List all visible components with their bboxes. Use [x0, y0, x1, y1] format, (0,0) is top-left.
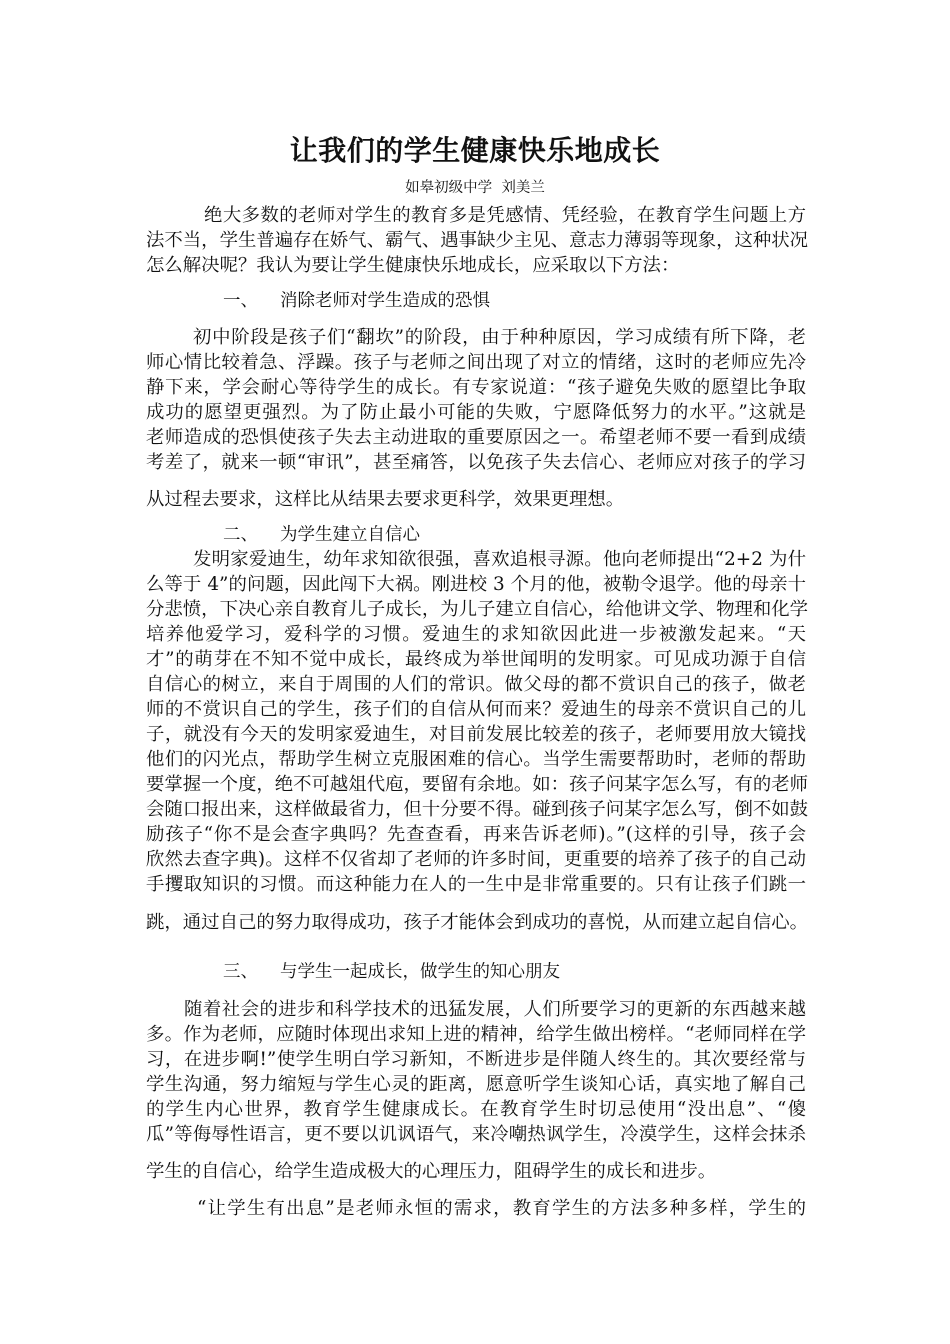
paragraph-line: 他们的闪光点，帮助学生树立克服困难的信心。当学生需要帮助时，老师的帮助	[146, 749, 806, 770]
paragraph-line: 考差了，就来一顿“审讯”，甚至痛答，以免孩子失去信心、老师应对孩子的学习	[146, 452, 806, 473]
closing-line: “让学生有出息”是老师永恒的需求，教育学生的方法多种多样，学生的	[197, 1198, 806, 1219]
section-heading: 与学生一起成长，做学生的知心朋友	[280, 962, 560, 982]
intro-line: 法不当，学生普遍存在娇气、霸气、遇事缺少主见、意志力薄弱等现象，这种状况	[146, 230, 809, 251]
paragraph-line: 分悲愤，下决心亲自教育儿子成长，为儿子建立自信心，给他讲文学、物理和化学	[146, 599, 809, 620]
section-number: 二、	[223, 525, 258, 545]
paragraph-line: 培养他爱学习，爱科学的习惯。爱迪生的求知欲因此进一步被激发起来。“天	[146, 624, 806, 645]
paragraph-line: 会随口报出来，这样做最省力，但十分要不得。碰到孩子问某字怎么写，倒不如鼓	[146, 799, 809, 820]
intro-line: 怎么解决呢？我认为要让学生健康快乐地成长，应采取以下方法：	[146, 255, 680, 276]
paragraph-line: 成功的愿望更强烈。为了防止最小可能的失败，宁愿降低努力的水平。”这就是	[146, 402, 806, 423]
paragraph-line: 欣然去查字典)。这样不仅省却了老师的许多时间，更重要的培养了孩子的自己动	[146, 849, 806, 870]
paragraph-line: 多。作为老师，应随时体现出求知上进的精神，给学生做出榜样。“老师同样在学	[146, 1024, 806, 1045]
paragraph-line: 随着社会的进步和科学技术的迅猛发展，人们所要学习的更新的东西越来越	[184, 999, 806, 1020]
paragraph-line: 跳，通过自己的努力取得成功，孩子才能体会到成功的喜悦，从而建立起自信心。	[146, 912, 809, 933]
section-heading: 为学生建立自信心	[280, 525, 420, 545]
section-number: 三、	[223, 962, 258, 982]
document-title: 让我们的学生健康快乐地成长	[289, 134, 661, 167]
paragraph-line: 励孩子“你不是会查字典吗？先查查看，再来告诉老师)。”(这样的引导，孩子会	[146, 824, 806, 845]
paragraph-line: 学生的自信心，给学生造成极大的心理压力，阻碍学生的成长和进步。	[146, 1161, 717, 1182]
paragraph-line: 的学生内心世界，教育学生健康成长。在教育学生时切忌使用“没出息”、“傻	[146, 1099, 806, 1120]
paragraph-line: 瓜”等侮辱性语言，更不要以讥讽语气，来冷嘲热讽学生，冷漠学生，这样会抹杀	[146, 1124, 806, 1145]
paragraph-line: 手攫取知识的习惯。而这种能力在人的一生中是非常重要的。只有让孩子们跳一	[146, 874, 806, 895]
section-number: 一、	[223, 291, 258, 311]
section-heading: 消除老师对学生造成的恐惧	[280, 291, 490, 311]
paragraph-line: 学生沟通，努力缩短与学生心灵的距离，愿意听学生谈知心话，真实地了解自己	[146, 1074, 806, 1095]
paragraph-line: 子，就没有今天的发明家爱迪生，对目前发展比较差的孩子，老师要用放大镜找	[146, 724, 806, 745]
paragraph-line: 静下来，学会耐心等待学生的成长。有专家说道：“孩子避免失败的愿望比争取	[146, 377, 806, 398]
paragraph-line: 发明家爱迪生，幼年求知欲很强，喜欢追根寻源。他向老师提出“2+2 为什	[193, 549, 806, 570]
paragraph-line: 才”的萌芽在不知不觉中成长，最终成为举世闻明的发明家。可见成功源于自信	[146, 649, 806, 670]
paragraph-line: 从过程去要求，这样比从结果去要求更科学，效果更理想。	[146, 489, 625, 510]
paragraph-line: 要掌握一个度，绝不可越俎代庖，要留有余地。如：孩子问某字怎么写，有的老师	[146, 774, 809, 795]
paragraph-line: 习，在进步啊!”使学生明白学习新知，不断进步是伴随人终生的。其次要经常与	[146, 1049, 806, 1070]
paragraph-line: 老师造成的恐惧使孩子失去主动进取的重要原因之一。希望老师不要一看到成绩	[146, 427, 806, 448]
paragraph-line: 师的不赏识自己的学生，孩子们的自信从何而来？爱迪生的母亲不赏识自己的儿	[146, 699, 806, 720]
paragraph-line: 初中阶段是孩子们“翻坎”的阶段，由于种种原因，学习成绩有所下降，老	[193, 327, 806, 348]
author-line: 如皋初级中学 刘美兰	[405, 180, 545, 196]
paragraph-line: 自信心的树立，来自于周围的人们的常识。做父母的都不赏识自己的孩子，做老	[146, 674, 806, 695]
paragraph-line: 师心情比较着急、浮躁。孩子与老师之间出现了对立的情绪，这时的老师应先冷	[146, 352, 806, 373]
intro-line: 绝大多数的老师对学生的教育多是凭感情、凭经验，在教育学生问题上方	[204, 205, 806, 226]
paragraph-line: 么等于 4”的问题，因此闯下大祸。刚进校 3 个月的他，被勒令退学。他的母亲十	[146, 574, 806, 595]
